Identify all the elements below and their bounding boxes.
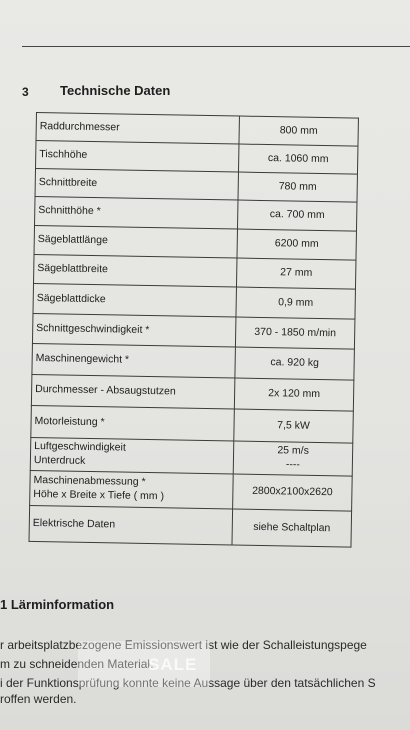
body-text-line: r arbeitsplatzbezogene Emissionswert ist wie der Schalleistungspege xyxy=(0,638,367,652)
noise-info-heading: 1 Lärminformation xyxy=(0,597,115,612)
spec-value xyxy=(233,441,353,476)
spec-label: Raddurchmesser xyxy=(36,113,239,145)
section-title: Technische Daten xyxy=(60,83,171,98)
spec-value: 780 mm xyxy=(238,172,357,202)
watermark-text: SALE xyxy=(148,655,198,674)
spec-label: Schnittgeschwindigkeit * xyxy=(32,313,235,347)
spec-label: Durchmesser - Absaugstutzen xyxy=(31,374,235,409)
spec-label xyxy=(30,470,234,509)
spec-label-line: Maschinenabmessung * xyxy=(33,474,146,489)
spec-value: 2x 120 mm xyxy=(234,378,354,411)
spec-label-line: Luftgeschwindigkeit xyxy=(34,440,126,454)
spec-label: Motorleistung * xyxy=(31,405,235,441)
spec-label: Schnittbreite xyxy=(35,169,238,201)
spec-label: Sägeblattlänge xyxy=(34,225,237,258)
spec-label: Maschinengewicht * xyxy=(32,343,236,378)
section-number: 3 xyxy=(22,85,29,99)
spec-label-line: Höhe x Breite x Tiefe ( mm ) xyxy=(33,488,165,503)
header-rule xyxy=(22,46,410,47)
body-text-line: i der Funktionsprüfung konnte keine Aussage über den tatsächlichen S xyxy=(0,676,376,690)
spec-label: Schnitthöhe * xyxy=(35,196,238,229)
spec-value: 0,9 mm xyxy=(236,287,356,319)
spec-value: 27 mm xyxy=(236,258,355,289)
table-row xyxy=(30,470,353,511)
spec-label: Tischhöhe xyxy=(36,141,239,173)
spec-value-line: 25 m/s xyxy=(277,444,309,458)
table-row xyxy=(30,437,353,476)
spec-value: ca. 700 mm xyxy=(237,200,356,231)
technical-data-table xyxy=(28,112,358,548)
spec-value: 6200 mm xyxy=(237,229,356,260)
spec-value: ca. 1060 mm xyxy=(238,144,357,174)
spec-label-line: Unterdruck xyxy=(33,454,86,467)
spec-value: 7,5 kW xyxy=(234,409,354,443)
spec-value-line: ---- xyxy=(285,458,300,471)
spec-value: 370 - 1850 m/min xyxy=(235,317,355,349)
spec-label xyxy=(30,437,234,474)
body-text-line: m zu schneidenden Material. xyxy=(0,657,154,671)
spec-value: 2800x2100x2620 xyxy=(233,474,353,511)
spec-value: 800 mm xyxy=(239,116,358,146)
spec-label: Sägeblattbreite xyxy=(34,254,237,287)
body-text-line: roffen werden. xyxy=(0,692,77,706)
spec-label: Elektrische Daten xyxy=(29,505,233,545)
table-row xyxy=(29,505,352,547)
spec-value: siehe Schaltplan xyxy=(232,509,352,547)
spec-value: ca. 920 kg xyxy=(235,347,355,380)
spec-label: Sägeblattdicke xyxy=(33,283,236,317)
